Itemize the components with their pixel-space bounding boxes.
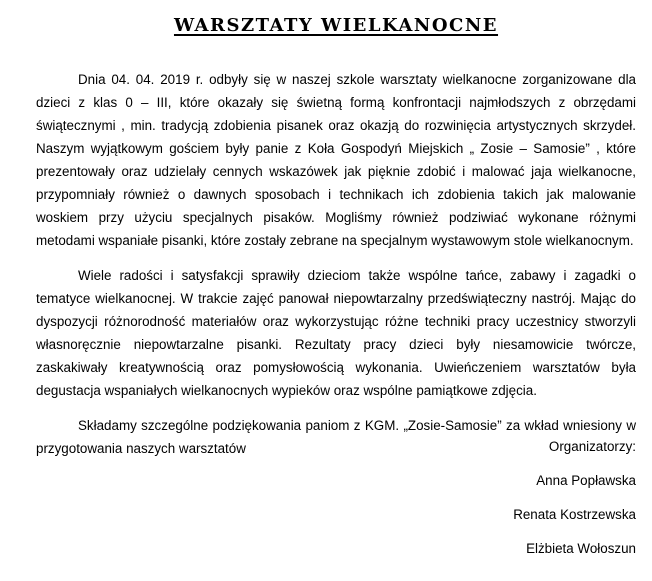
document-title: WARSZTATY WIELKANOCNE xyxy=(173,15,499,36)
paragraph-thanks: Składamy szczególne podziękowania paniom z KGM. „Zosie-Samosie” za wkład wniesiony w przygotowania naszych warsztatów xyxy=(36,418,636,456)
paragraph-activities: Wiele radości i satysfakcji sprawiły dzieciom także wspólne tańce, zabawy i zagadki o tematyce wielkanocnej. W trakcie zajęć panował niepowtarzalny przedświąteczny nastrój. Mając do dyspozycji różnorodność materiałów oraz wykorzystując różne techniki pracy uczestnicy stworzyli własnoręcznie niepowtarzalne pisanki. Rezultaty pracy dzieci były niesamowicie twórcze, zaskakiwały kreatywnością oraz pomysłowością wykonania. Uwieńczeniem warsztatów była degustacja wspaniałych wielkanocnych wypieków oraz wspólne pamiątkowe zdjęcia. xyxy=(36,268,636,398)
organizer-name: Elżbieta Wołoszun xyxy=(526,541,636,556)
organizer-name: Renata Kostrzewska xyxy=(513,507,636,522)
signature-heading: Organizatorzy: xyxy=(548,439,636,454)
paragraph-intro: Dnia 04. 04. 2019 r. odbyły się w naszej szkole warsztaty wielkanocne zorganizowane dla dzieci z klas 0 – III, które okazały się świetną formą konfrontacji najmłodszych z obrzędami świątecznymi , min. tradycją zdobienia pisanek oraz okazją do rozwinięcia artystycznych skrzydeł. Naszym wyjątkowym gościem były panie z Koła Gospodyń Miejskich „ Zosie – Samosie” , które prezentowały oraz udzielały cennych wskazówek jak pięknie zdobić i malować jaja wielkanocne, przypomniały również o dawnych sposobach i technikach ich zdobienia takich jak malowanie woskiem przy użyciu specjalnych pisaków. Mogliśmy również podziwiać wykonane różnymi metodami wspaniałe pisanki, które zostały zebrane na specjalnym wystawowym stole wielkanocnym. xyxy=(36,72,636,248)
document-body xyxy=(36,14,636,472)
organizer-name: Anna Popławska xyxy=(536,473,636,488)
signature-block xyxy=(513,438,636,574)
